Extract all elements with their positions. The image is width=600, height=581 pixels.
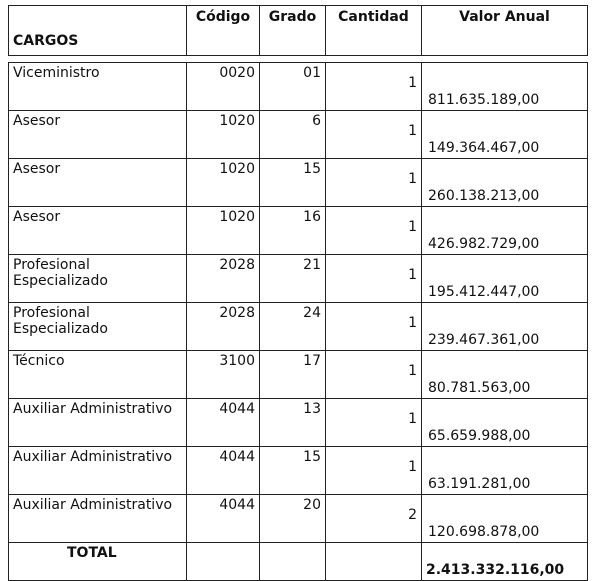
cell-codigo: 1020 bbox=[187, 207, 260, 255]
cell-grado: 16 bbox=[260, 207, 326, 255]
table-row bbox=[9, 63, 588, 111]
cell-cantidad: 1 bbox=[326, 303, 422, 351]
table-row bbox=[9, 207, 588, 255]
header-codigo: Código bbox=[187, 6, 260, 56]
header-valor: Valor Anual bbox=[422, 6, 588, 56]
cell-codigo: 1020 bbox=[187, 111, 260, 159]
cell-cargo: Auxiliar Administrativo bbox=[9, 495, 187, 543]
table-row bbox=[9, 351, 588, 399]
table-row bbox=[9, 399, 588, 447]
total-row bbox=[9, 543, 588, 581]
header-grado: Grado bbox=[260, 6, 326, 56]
cell-valor: 120.698.878,00 bbox=[422, 495, 588, 543]
cell-valor: 80.781.563,00 bbox=[422, 351, 588, 399]
cell-cantidad: 1 bbox=[326, 399, 422, 447]
cell-cantidad: 1 bbox=[326, 447, 422, 495]
cell-cargo: Asesor bbox=[9, 159, 187, 207]
table-row bbox=[9, 255, 588, 303]
cell-codigo: 2028 bbox=[187, 303, 260, 351]
cell-grado: 13 bbox=[260, 399, 326, 447]
cell-cargo: Auxiliar Administrativo bbox=[9, 399, 187, 447]
table-row bbox=[9, 111, 588, 159]
cell-grado: 6 bbox=[260, 111, 326, 159]
header-table bbox=[8, 5, 588, 56]
cell-codigo: 4044 bbox=[187, 447, 260, 495]
cell-cargo: Profesional Especializado bbox=[9, 303, 187, 351]
table-row bbox=[9, 495, 588, 543]
cell-cantidad: 1 bbox=[326, 159, 422, 207]
header-cargos: CARGOS bbox=[9, 6, 187, 56]
cell-grado: 24 bbox=[260, 303, 326, 351]
cell-grado: 20 bbox=[260, 495, 326, 543]
cell-valor: 260.138.213,00 bbox=[422, 159, 588, 207]
total-empty-codigo bbox=[187, 543, 260, 581]
total-empty-grado bbox=[260, 543, 326, 581]
cell-valor: 65.659.988,00 bbox=[422, 399, 588, 447]
cell-cantidad: 1 bbox=[326, 111, 422, 159]
total-empty-cantidad bbox=[326, 543, 422, 581]
cell-codigo: 0020 bbox=[187, 63, 260, 111]
cell-valor: 149.364.467,00 bbox=[422, 111, 588, 159]
cell-valor: 239.467.361,00 bbox=[422, 303, 588, 351]
cell-cargo: Profesional Especializado bbox=[9, 255, 187, 303]
cell-codigo: 4044 bbox=[187, 399, 260, 447]
cell-cantidad: 1 bbox=[326, 63, 422, 111]
cell-grado: 21 bbox=[260, 255, 326, 303]
cell-valor: 63.191.281,00 bbox=[422, 447, 588, 495]
cell-codigo: 2028 bbox=[187, 255, 260, 303]
cell-valor: 195.412.447,00 bbox=[422, 255, 588, 303]
cell-cargo: Asesor bbox=[9, 111, 187, 159]
table-row bbox=[9, 447, 588, 495]
cell-cantidad: 1 bbox=[326, 351, 422, 399]
cell-codigo: 3100 bbox=[187, 351, 260, 399]
cell-cantidad: 1 bbox=[326, 207, 422, 255]
cell-cantidad: 2 bbox=[326, 495, 422, 543]
cell-cargo: Asesor bbox=[9, 207, 187, 255]
cell-codigo: 1020 bbox=[187, 159, 260, 207]
header-cantidad: Cantidad bbox=[326, 6, 422, 56]
cell-cargo: Auxiliar Administrativo bbox=[9, 447, 187, 495]
cell-grado: 17 bbox=[260, 351, 326, 399]
cell-codigo: 4044 bbox=[187, 495, 260, 543]
cell-cargo: Viceministro bbox=[9, 63, 187, 111]
cell-valor: 811.635.189,00 bbox=[422, 63, 588, 111]
table-row bbox=[9, 159, 588, 207]
data-table bbox=[8, 62, 588, 581]
header-row bbox=[9, 6, 588, 56]
total-valor: 2.413.332.116,00 bbox=[422, 543, 588, 581]
cell-grado: 15 bbox=[260, 447, 326, 495]
table-row bbox=[9, 303, 588, 351]
cell-cargo: Técnico bbox=[9, 351, 187, 399]
cell-grado: 01 bbox=[260, 63, 326, 111]
total-label: TOTAL bbox=[9, 543, 187, 581]
cell-valor: 426.982.729,00 bbox=[422, 207, 588, 255]
cell-grado: 15 bbox=[260, 159, 326, 207]
cell-cantidad: 1 bbox=[326, 255, 422, 303]
